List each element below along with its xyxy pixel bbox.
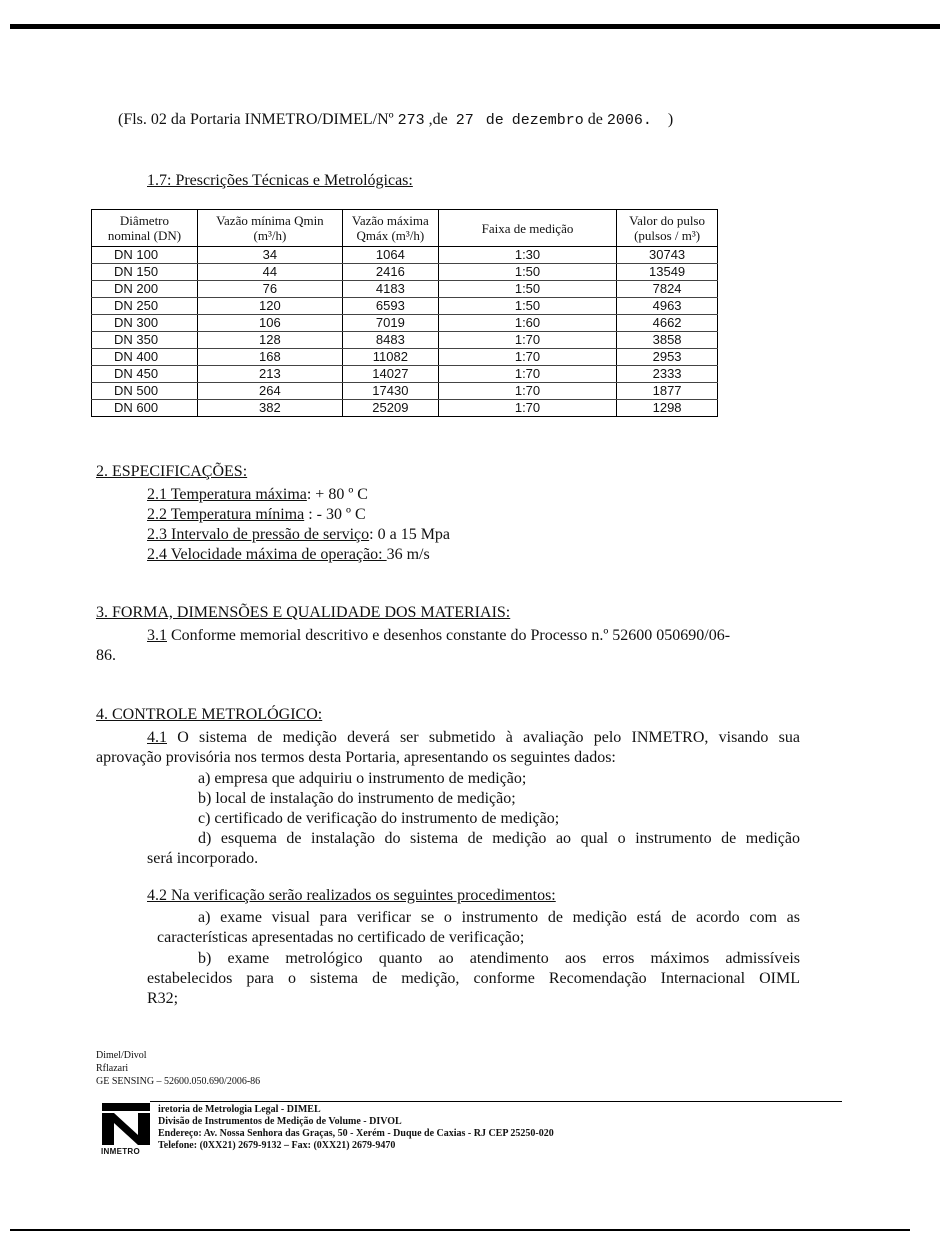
cell-qmax: 2416 — [342, 264, 438, 281]
cell-pulse: 4963 — [617, 298, 718, 315]
inmetro-logo-icon — [100, 1101, 152, 1153]
list-item: c) certificado de verificação do instrumento de medição; — [198, 810, 560, 827]
proc-b-line3: R32; — [147, 990, 179, 1007]
col-header-qmin — [197, 210, 342, 247]
footer-ref-2: Rflazari — [96, 1063, 129, 1074]
section-3-item-line2: 86. — [96, 647, 116, 664]
cell-range: 1:50 — [438, 298, 616, 315]
cell-dn: DN 100 — [92, 247, 198, 264]
proc-b-line2: estabelecidos para o sistema de medição, conforme Recomendação Internacional OIML — [147, 970, 800, 987]
section-4-1-line1 — [96, 728, 800, 748]
cell-range: 1:60 — [438, 315, 616, 332]
col-header-line: Diâmetro — [119, 213, 170, 228]
spec-item-2-2 — [147, 505, 366, 525]
section-3-item-line1 — [147, 626, 730, 646]
list-item: b) local de instalação do instrumento de medição; — [198, 790, 516, 807]
cell-qmax: 6593 — [342, 298, 438, 315]
cell-qmin: 44 — [197, 264, 342, 281]
cell-qmin: 76 — [197, 281, 342, 298]
spec-value: : + 80 º C — [306, 486, 368, 503]
proc-a-line1: a) exame visual para verificar se o instrumento de medição está de acordo com as — [198, 909, 800, 926]
cell-range: 1:70 — [438, 400, 616, 417]
cell-range: 1:50 — [438, 264, 616, 281]
col-header-line: Vazão máxima — [351, 213, 429, 228]
table-row — [92, 383, 718, 400]
cell-qmax: 4183 — [342, 281, 438, 298]
cell-range: 1:70 — [438, 332, 616, 349]
item-text: O sistema de medição deverá ser submetido à avaliação pelo INMETRO, visando sua — [167, 729, 800, 746]
header-sep1: ,de — [428, 111, 448, 128]
col-header-line: (pulsos / m³) — [634, 228, 701, 243]
cell-qmax: 8483 — [342, 332, 438, 349]
cell-qmin: 34 — [197, 247, 342, 264]
cell-range: 1:70 — [438, 349, 616, 366]
cell-range: 1:30 — [438, 247, 616, 264]
col-header-line: Vazão mínima Qmin — [216, 213, 324, 228]
cell-dn: DN 600 — [92, 400, 198, 417]
cell-pulse: 1877 — [617, 383, 718, 400]
cell-qmax: 7019 — [342, 315, 438, 332]
footer-ref-3: GE SENSING – 52600.050.690/2006-86 — [96, 1076, 261, 1087]
col-header-line: Faixa de medição — [481, 220, 574, 236]
spec-item-2-1 — [147, 485, 368, 505]
footer-line-4: Telefone: (0XX21) 2679-9132 – Fax: (0XX21) 2679-9470 — [158, 1140, 396, 1151]
document-header — [118, 111, 673, 129]
header-prefix: (Fls. 02 da Portaria INMETRO/DIMEL/Nº — [118, 111, 394, 128]
cell-dn: DN 300 — [92, 315, 198, 332]
cell-dn: DN 150 — [92, 264, 198, 281]
item-label: 4.1 — [147, 729, 167, 746]
spec-label: 2.2 Temperatura mínima — [147, 506, 305, 523]
cell-qmin: 168 — [197, 349, 342, 366]
cell-pulse: 4662 — [617, 315, 718, 332]
spec-label: 2.1 Temperatura máxima — [147, 486, 307, 503]
col-header-line: nominal (DN) — [107, 228, 182, 243]
cell-range: 1:50 — [438, 281, 616, 298]
table-header-row — [92, 210, 718, 247]
cell-pulse: 2333 — [617, 366, 718, 383]
spec-item-2-4 — [147, 545, 430, 565]
section-1-7-title: 1.7: Prescrições Técnicas e Metrológicas: — [147, 172, 413, 189]
footer-line-2: Divisão de Instrumentos de Medição de Volume - DIVOL — [158, 1116, 402, 1127]
spec-label: 2.4 Velocidade máxima de operação: — [147, 546, 387, 563]
col-header-line: (m³/h) — [253, 228, 287, 243]
specs-table — [91, 209, 718, 417]
cell-pulse: 7824 — [617, 281, 718, 298]
table-row — [92, 400, 718, 417]
cell-dn: DN 250 — [92, 298, 198, 315]
list-item-d-line2: será incorporado. — [147, 850, 259, 867]
section-2-title: 2. ESPECIFICAÇÕES: — [96, 463, 248, 480]
cell-dn: DN 450 — [92, 366, 198, 383]
header-sep3: de — [587, 111, 603, 128]
logo-text: INMETRO — [101, 1147, 140, 1156]
col-header-pulse — [617, 210, 718, 247]
list-item-d-line1: d) esquema de instalação do sistema de medição ao qual o instrumento de medição — [198, 830, 800, 847]
cell-qmin: 382 — [197, 400, 342, 417]
cell-range: 1:70 — [438, 366, 616, 383]
table-row — [92, 349, 718, 366]
table-row — [92, 366, 718, 383]
cell-qmin: 128 — [197, 332, 342, 349]
proc-a-line2: características apresentadas no certificado de verificação; — [157, 929, 525, 946]
cell-dn: DN 500 — [92, 383, 198, 400]
proc-b-line1: b) exame metrológico quanto ao atendimento aos erros máximos admissíveis — [198, 950, 800, 967]
col-header-qmax — [342, 210, 438, 247]
spec-value: : 0 a 15 Mpa — [369, 526, 451, 543]
bottom-border-rule — [10, 1229, 910, 1231]
portaria-number: 273 — [397, 112, 425, 129]
table-row — [92, 315, 718, 332]
cell-qmin: 106 — [197, 315, 342, 332]
table-row — [92, 332, 718, 349]
section-4-2-title: 4.2 Na verificação serão realizados os seguintes procedimentos: — [147, 887, 556, 904]
spec-value: : - 30 º C — [304, 506, 366, 523]
cell-qmin: 213 — [197, 366, 342, 383]
item-text: Conforme memorial descritivo e desenhos constante do Processo n.º 52600 050690/06- — [167, 627, 731, 644]
section-4-1-line2: aprovação provisória nos termos desta Portaria, apresentando os seguintes dados: — [96, 749, 616, 766]
table-row — [92, 298, 718, 315]
footer-address-block — [158, 1104, 554, 1152]
cell-qmax: 17430 — [342, 383, 438, 400]
col-header-diameter — [92, 210, 198, 247]
spec-value: 36 m/s — [386, 546, 430, 563]
cell-dn: DN 350 — [92, 332, 198, 349]
footer-line-1: iretoria de Metrologia Legal - DIMEL — [158, 1104, 321, 1115]
top-border-rule — [10, 24, 940, 29]
cell-pulse: 1298 — [617, 400, 718, 417]
section-3-title: 3. FORMA, DIMENSÕES E QUALIDADE DOS MATERIAIS: — [96, 604, 511, 621]
cell-qmin: 264 — [197, 383, 342, 400]
spec-label: 2.3 Intervalo de pressão de serviço — [147, 526, 370, 543]
cell-qmax: 25209 — [342, 400, 438, 417]
cell-qmax: 14027 — [342, 366, 438, 383]
table-row — [92, 247, 718, 264]
col-header-line: Valor do pulso — [629, 213, 705, 228]
cell-qmin: 120 — [197, 298, 342, 315]
cell-dn: DN 200 — [92, 281, 198, 298]
cell-pulse: 3858 — [617, 332, 718, 349]
footer-line-3: Endereço: Av. Nossa Senhora das Graças, 50 - Xerém - Duque de Caxias - RJ CEP 25250-020 — [158, 1128, 554, 1139]
list-item: a) empresa que adquiriu o instrumento de medição; — [198, 770, 527, 787]
cell-qmax: 1064 — [342, 247, 438, 264]
header-sep2: de — [485, 112, 504, 129]
cell-pulse: 30743 — [617, 247, 718, 264]
portaria-day: 27 — [455, 112, 474, 129]
col-header-line: Qmáx (m³/h) — [356, 228, 425, 243]
table-row — [92, 264, 718, 281]
cell-range: 1:70 — [438, 383, 616, 400]
table-row — [92, 281, 718, 298]
portaria-month: dezembro — [511, 112, 584, 129]
item-label: 3.1 — [147, 627, 167, 644]
cell-dn: DN 400 — [92, 349, 198, 366]
cell-qmax: 11082 — [342, 349, 438, 366]
cell-pulse: 13549 — [617, 264, 718, 281]
col-header-range — [438, 210, 616, 247]
section-4-title: 4. CONTROLE METROLÓGICO: — [96, 706, 323, 723]
spec-item-2-3 — [147, 525, 450, 545]
footer-ref-1: Dimel/Divol — [96, 1050, 147, 1061]
header-close: ) — [667, 111, 674, 128]
cell-pulse: 2953 — [617, 349, 718, 366]
portaria-year: 2006. — [606, 112, 652, 129]
footer-rule — [150, 1101, 842, 1102]
